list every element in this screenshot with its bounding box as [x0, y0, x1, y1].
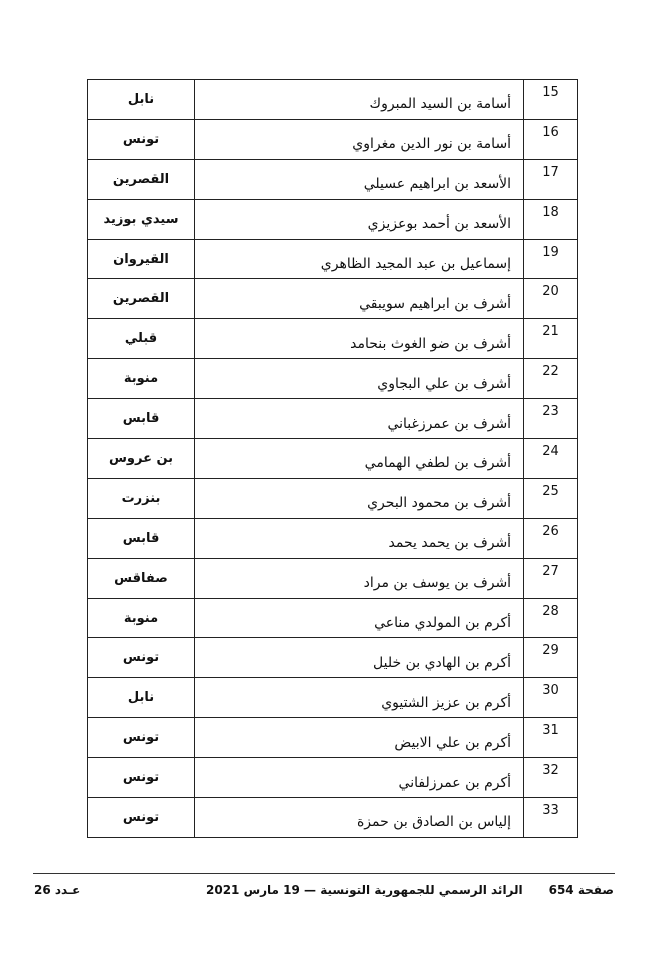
name-text: أكرم بن الهادي بن خليل: [373, 654, 512, 671]
city-cell: القصرين: [88, 159, 195, 199]
name-text: أشرف بن لطفي الهمامي: [364, 455, 512, 472]
name-cell: [195, 199, 524, 239]
city-cell: تونس: [88, 638, 195, 678]
table-row: [88, 558, 578, 598]
city-cell: تونس: [88, 758, 195, 798]
city-cell: القيروان: [88, 239, 195, 279]
name-cell: [195, 80, 524, 120]
name-text: أشرف بن علي البجاوي: [377, 375, 512, 392]
number-cell: [524, 718, 578, 758]
number-cell: [524, 678, 578, 718]
number-cell: [524, 279, 578, 319]
row-number: 29: [542, 643, 559, 659]
number-cell: [524, 199, 578, 239]
name-cell: [195, 638, 524, 678]
names-table: [87, 79, 578, 838]
name-cell: [195, 239, 524, 279]
footer-divider: [33, 873, 615, 874]
number-cell: [524, 159, 578, 199]
name-cell: [195, 319, 524, 359]
city-cell: منوبة: [88, 359, 195, 399]
name-cell: [195, 758, 524, 798]
name-text: أكرم بن عمرزلفاني: [398, 774, 512, 791]
name-cell: [195, 718, 524, 758]
number-cell: [524, 598, 578, 638]
name-text: إلياس بن الصادق بن حمزة: [356, 814, 512, 831]
table-row: [88, 798, 578, 838]
name-text: أشرف بن محمود البحري: [367, 495, 512, 512]
name-text: أشرف بن ضو الغوث بنحامد: [350, 335, 512, 352]
table-row: [88, 678, 578, 718]
number-cell: [524, 758, 578, 798]
city-cell: صفاقس: [88, 558, 195, 598]
row-number: 32: [542, 763, 559, 779]
row-number: 21: [542, 324, 559, 340]
name-cell: [195, 678, 524, 718]
number-cell: [524, 439, 578, 479]
number-cell: [524, 80, 578, 120]
row-number: 31: [542, 723, 559, 739]
number-cell: [524, 319, 578, 359]
issue-number: عـدد 26: [34, 883, 81, 897]
number-cell: [524, 638, 578, 678]
table-row: [88, 199, 578, 239]
city-cell: تونس: [88, 718, 195, 758]
table-row: [88, 319, 578, 359]
table-row: [88, 718, 578, 758]
row-number: 26: [542, 523, 559, 539]
name-cell: [195, 279, 524, 319]
number-cell: [524, 359, 578, 399]
row-number: 28: [542, 603, 559, 619]
row-number: 30: [542, 683, 559, 699]
city-cell: نابل: [88, 678, 195, 718]
number-cell: [524, 798, 578, 838]
table-row: [88, 359, 578, 399]
city-cell: نابل: [88, 80, 195, 120]
name-text: أشرف بن يوسف بن مراد: [363, 575, 512, 592]
gazette-title-date: الرائد الرسمي للجمهورية التونسية — 19 مارس 2021: [206, 883, 523, 897]
city-cell: بنزرت: [88, 478, 195, 518]
table-row: [88, 239, 578, 279]
name-text: الأسعد بن ابراهيم عسيلي: [363, 176, 512, 193]
name-text: أشرف بن ابراهيم سويبقي: [359, 295, 512, 312]
table-row: [88, 518, 578, 558]
name-cell: [195, 478, 524, 518]
row-number: 20: [542, 284, 559, 300]
number-cell: [524, 119, 578, 159]
row-number: 19: [542, 244, 559, 260]
name-cell: [195, 439, 524, 479]
table-row: [88, 119, 578, 159]
row-number: 33: [542, 803, 559, 819]
table-row: [88, 399, 578, 439]
city-cell: قابس: [88, 399, 195, 439]
name-cell: [195, 159, 524, 199]
name-cell: [195, 558, 524, 598]
number-cell: [524, 558, 578, 598]
name-text: إسماعيل بن عبد المجيد الظاهري: [320, 256, 512, 272]
name-cell: [195, 359, 524, 399]
city-cell: القصرين: [88, 279, 195, 319]
name-text: أكرم بن علي الابيض: [394, 734, 512, 751]
number-cell: [524, 518, 578, 558]
name-text: أكرم بن عزيز الشتيوي: [381, 694, 512, 711]
name-cell: [195, 518, 524, 558]
city-cell: سيدي بوزيد: [88, 199, 195, 239]
row-number: 15: [542, 85, 559, 100]
city-cell: تونس: [88, 119, 195, 159]
name-text: الأسعد بن أحمد بوعزيزي: [367, 216, 512, 233]
name-text: أشرف بن عمرزغباني: [387, 415, 512, 432]
name-text: أكرم بن المولدي مناعي: [374, 615, 512, 632]
table-row: [88, 80, 578, 120]
row-number: 25: [542, 483, 559, 499]
name-cell: [195, 119, 524, 159]
row-number: 18: [542, 204, 559, 220]
table-row: [88, 598, 578, 638]
name-cell: [195, 798, 524, 838]
city-cell: قابس: [88, 518, 195, 558]
row-number: 23: [542, 404, 559, 420]
row-number: 24: [542, 444, 559, 460]
table-row: [88, 638, 578, 678]
row-number: 22: [542, 364, 559, 380]
name-text: أسامة بن نور الدين مغراوي: [352, 136, 512, 153]
row-number: 16: [542, 124, 559, 140]
page-number: صفحة 654: [548, 883, 614, 897]
names-table-body: [88, 80, 578, 838]
table-row: [88, 159, 578, 199]
name-text: أشرف بن يحمد يحمد: [388, 535, 512, 552]
name-text: أسامة بن السيد المبروك: [369, 96, 512, 113]
number-cell: [524, 399, 578, 439]
table-row: [88, 279, 578, 319]
table-row: [88, 439, 578, 479]
city-cell: تونس: [88, 798, 195, 838]
city-cell: قبلي: [88, 319, 195, 359]
city-cell: بن عروس: [88, 439, 195, 479]
number-cell: [524, 239, 578, 279]
city-cell: منوبة: [88, 598, 195, 638]
number-cell: [524, 478, 578, 518]
name-cell: [195, 399, 524, 439]
row-number: 27: [542, 563, 559, 579]
table-row: [88, 758, 578, 798]
name-cell: [195, 598, 524, 638]
row-number: 17: [542, 164, 559, 180]
table-row: [88, 478, 578, 518]
